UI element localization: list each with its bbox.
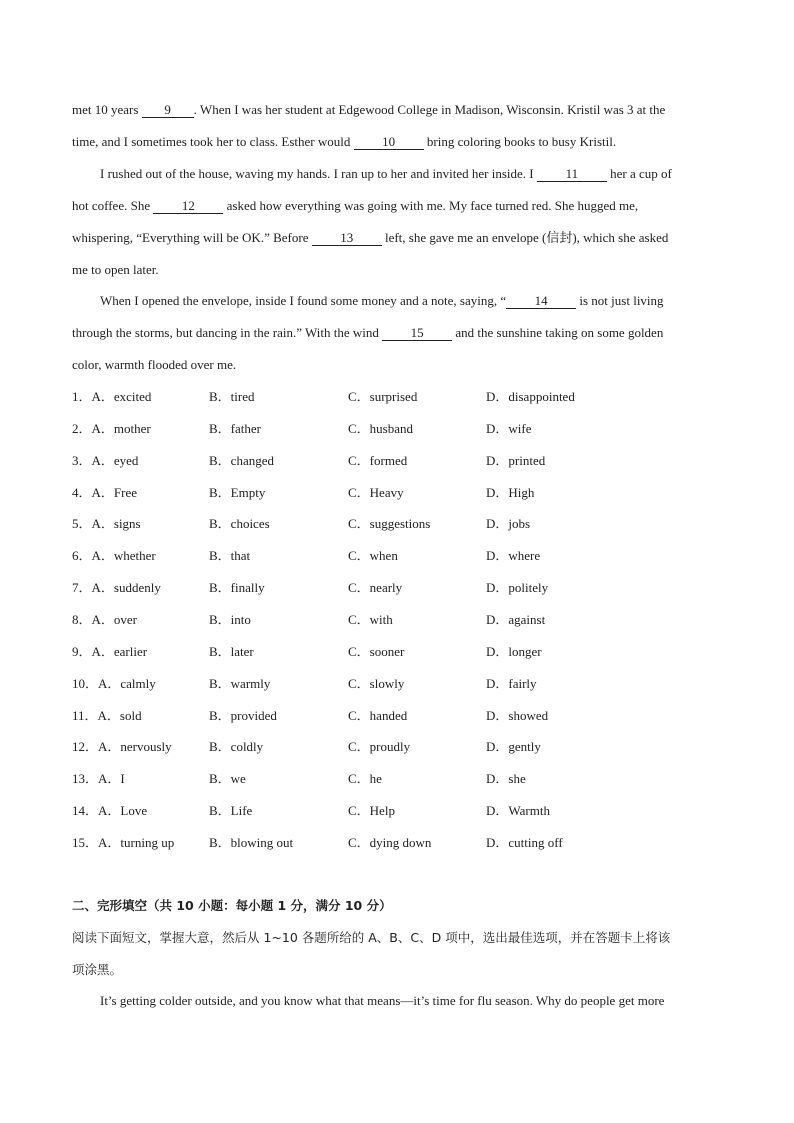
question-row	[72, 420, 722, 438]
option-b: B．later	[209, 643, 254, 659]
option-a	[72, 802, 147, 820]
blank-9: 9	[142, 103, 194, 118]
option-a	[72, 643, 147, 661]
question-row	[72, 770, 722, 788]
option-d: D．where	[486, 548, 541, 564]
passage-line: hot coffee. She 12 asked how everything was going with me. My face turned red. She hugged me,	[72, 198, 639, 213]
option-b: B．changed	[209, 452, 274, 468]
question-row	[72, 802, 722, 820]
option-a-text: mother	[113, 420, 151, 436]
option-c: C．formed	[348, 452, 408, 468]
option-b: B．blowing out	[209, 834, 294, 850]
option-c: C．handed	[348, 707, 408, 723]
option-c: C．sooner	[348, 643, 405, 659]
option-c: C．he	[348, 771, 382, 787]
blank-13: 13	[312, 231, 382, 246]
option-a	[72, 484, 137, 502]
option-a-text: Love	[120, 803, 148, 819]
option-a-text: whether	[113, 548, 156, 564]
option-a-text: calmly	[120, 675, 156, 691]
option-b: B．choices	[209, 516, 270, 532]
option-c: C．Heavy	[348, 484, 404, 500]
blank-15: 15	[382, 326, 452, 341]
option-b: B．into	[209, 611, 251, 627]
question-number: 15．A．	[72, 834, 121, 850]
question-number: 7．A．	[72, 580, 114, 596]
option-b: B．Life	[209, 803, 253, 819]
question-number: 1．A．	[72, 389, 114, 404]
option-a	[72, 388, 151, 406]
question-row	[72, 675, 722, 693]
option-c: C．nearly	[348, 580, 403, 596]
option-a	[72, 452, 138, 470]
question-number: 14．A．	[72, 803, 121, 819]
option-a	[72, 675, 156, 693]
question-number: 8．A．	[72, 611, 114, 627]
question-row	[72, 515, 722, 533]
option-c: C．suggestions	[348, 516, 431, 532]
passage-line: me to open later.	[72, 262, 159, 277]
option-d: D．politely	[486, 580, 549, 596]
question-row	[72, 738, 722, 756]
option-a	[72, 515, 141, 533]
section-instruction: 项涂黑。	[72, 962, 123, 977]
question-number: 9．A．	[72, 643, 114, 659]
question-row	[72, 707, 722, 725]
option-a-text: turning up	[120, 834, 175, 850]
option-a	[72, 547, 156, 565]
question-row	[72, 547, 722, 565]
option-a-text: I	[120, 771, 125, 787]
option-a	[72, 834, 174, 852]
option-c: C．slowly	[348, 675, 405, 691]
option-a-text: suddenly	[113, 580, 161, 596]
option-d: D．Warmth	[486, 803, 550, 819]
option-c: C．Help	[348, 803, 395, 819]
question-row	[72, 452, 722, 470]
option-d: D．against	[486, 611, 546, 627]
option-a-text: over	[113, 611, 137, 627]
question-row	[72, 388, 722, 406]
option-b: B．Empty	[209, 484, 266, 500]
passage-line: color, warmth flooded over me.	[72, 357, 237, 372]
option-d: D．High	[486, 484, 535, 500]
blank-14: 14	[506, 294, 576, 309]
option-d: D．fairly	[486, 675, 537, 691]
blank-11: 11	[537, 167, 607, 182]
option-b: B．tired	[209, 389, 255, 404]
option-b: B．that	[209, 548, 251, 564]
question-number: 12．A．	[72, 739, 121, 755]
blank-12: 12	[153, 199, 223, 214]
option-b: B．finally	[209, 580, 265, 596]
passage-line: through the storms, but dancing in the rain.” With the wind 15 and the sunshine taking on some golden	[72, 325, 664, 340]
option-a-text: signs	[113, 516, 141, 532]
option-b: B．father	[209, 420, 261, 436]
passage-line: When I opened the envelope, inside I found some money and a note, saying, “ 14 is not just living	[100, 293, 664, 308]
passage-line: I rushed out of the house, waving my hands. I ran up to her and invited her inside. I 11 her a cup of	[100, 166, 672, 181]
option-a	[72, 707, 142, 725]
question-number: 6．A．	[72, 548, 114, 564]
option-d: D．gently	[486, 739, 541, 755]
question-row	[72, 611, 722, 629]
option-d: D．cutting off	[486, 834, 563, 850]
section-heading: 二、完形填空（共 10 小题：每小题 1 分，满分 10 分）	[72, 898, 392, 913]
passage-line: It’s getting colder outside, and you know what that means—it’s time for flu season. Why do people get more	[100, 993, 665, 1008]
option-d: D．wife	[486, 420, 532, 436]
option-a	[72, 579, 161, 597]
option-b: B．provided	[209, 707, 277, 723]
option-c: C．dying down	[348, 834, 432, 850]
option-a-text: eyed	[113, 452, 139, 468]
question-row	[72, 834, 722, 852]
question-number: 13．A．	[72, 771, 121, 787]
option-c: C．with	[348, 611, 393, 627]
question-row	[72, 484, 722, 502]
option-a	[72, 611, 137, 629]
section-instruction: 阅读下面短文，掌握大意，然后从 1~10 各题所给的 A、B、C、D 项中，选出最佳选项，并在答题卡上将该	[72, 930, 671, 945]
option-c: C．proudly	[348, 739, 411, 755]
question-number: 4．A．	[72, 484, 114, 500]
question-number: 11．A．	[72, 707, 120, 723]
option-d: D．longer	[486, 643, 542, 659]
option-d: D．disappointed	[486, 389, 575, 404]
question-row	[72, 579, 722, 597]
option-a	[72, 770, 125, 788]
option-b: B．coldly	[209, 739, 264, 755]
option-c: C．surprised	[348, 389, 418, 404]
option-a	[72, 738, 172, 756]
option-c: C．husband	[348, 420, 414, 436]
option-b: B．warmly	[209, 675, 271, 691]
question-row	[72, 643, 722, 661]
blank-10: 10	[354, 135, 424, 150]
passage-line: time, and I sometimes took her to class. Esther would 10 bring coloring books to busy Kristil.	[72, 134, 617, 149]
passage-line: whispering, “Everything will be OK.” Before 13 left, she gave me an envelope (信封), which she asked	[72, 230, 669, 245]
option-a-text: earlier	[113, 643, 148, 659]
option-c: C．when	[348, 548, 398, 564]
option-d: D．she	[486, 771, 526, 787]
option-a-text: nervously	[120, 739, 172, 755]
option-a-text: sold	[119, 707, 142, 723]
question-number: 2．A．	[72, 420, 114, 436]
option-a-text: excited	[113, 389, 152, 404]
option-d: D．showed	[486, 707, 549, 723]
question-number: 10．A．	[72, 675, 121, 691]
question-number: 5．A．	[72, 516, 114, 532]
option-d: D．printed	[486, 452, 546, 468]
passage-line: met 10 years 9 . When I was her student at Edgewood College in Madison, Wisconsin. Kristil was 3 at the	[72, 102, 666, 117]
option-b: B．we	[209, 771, 246, 787]
option-a-text: Free	[113, 484, 137, 500]
question-number: 3．A．	[72, 452, 114, 468]
option-d: D．jobs	[486, 516, 531, 532]
option-a	[72, 420, 151, 438]
